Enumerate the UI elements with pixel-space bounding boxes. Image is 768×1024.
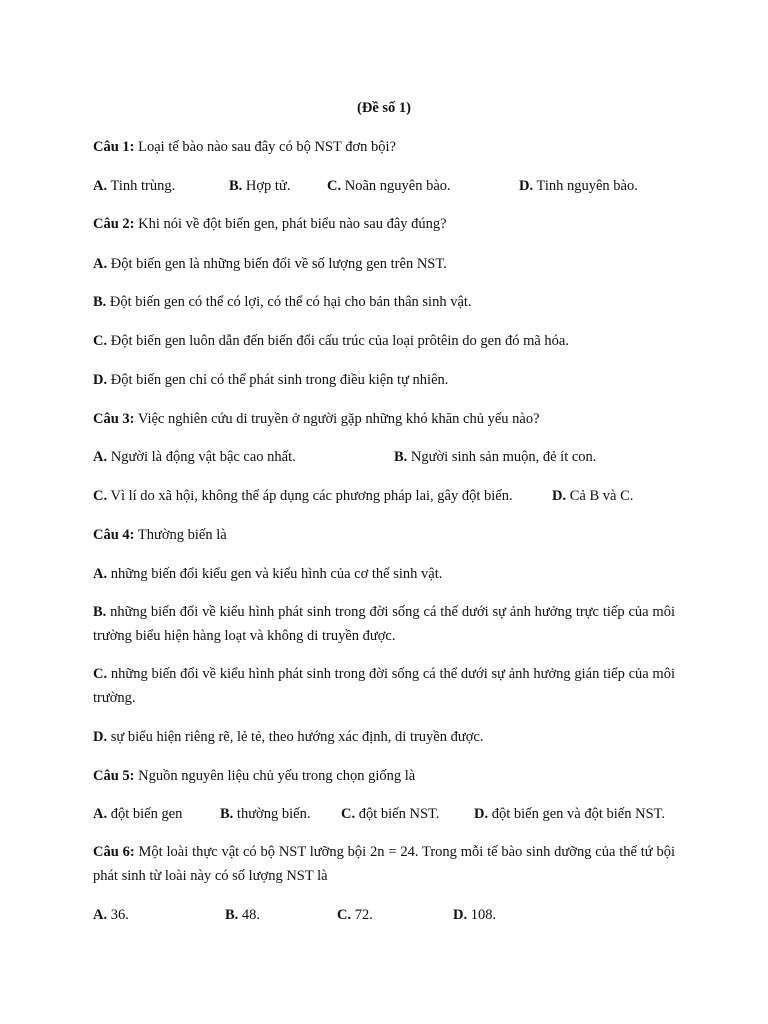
- question-text: Nguồn nguyên liệu chủ yếu trong chọn giống là: [134, 768, 416, 784]
- question-text: Khi nói về đột biến gen, phát biểu nào sau đây đúng?: [134, 216, 447, 232]
- question-5: [93, 767, 675, 785]
- exam-title: (Đề số 1): [357, 100, 411, 116]
- question-label: Câu 4:: [93, 527, 135, 543]
- q5-option-b: B. thường biến.: [220, 806, 311, 822]
- question-1: [93, 138, 675, 156]
- question-4: [93, 526, 675, 544]
- question-text: Một loài thực vật có bộ NST lưỡng bội 2n = 24. Trong mỗi tế bào sinh dưỡng của thể tứ bội phát sinh từ loài này có số lượng NST là: [93, 844, 675, 884]
- q4-option-d: D. sự biểu hiện riêng rẽ, lẻ tẻ, theo hướng xác định, di truyền được.: [93, 729, 484, 745]
- q2-option-d: D. Đột biến gen chỉ có thể phát sinh trong điều kiện tự nhiên.: [93, 372, 449, 388]
- question-3: [93, 410, 675, 428]
- q4-option-b: B. những biến đổi về kiểu hình phát sinh trong đời sống cá thể dưới sự ảnh hưởng trực tiếp của môi trường biểu hiện hàng loạt và không di truyền được.: [93, 604, 675, 644]
- q4-option-c: C. những biến đổi về kiểu hình phát sinh trong đời sống cá thể dưới sự ảnh hưởng gián tiếp của môi trường.: [93, 666, 675, 706]
- q4-option-a: A. những biến đổi kiểu gen và kiểu hình của cơ thể sinh vật.: [93, 566, 443, 582]
- question-6: [93, 840, 675, 888]
- q2-option-c: C. Đột biến gen luôn dẫn đến biến đổi cấu trúc của loại prôtêin do gen đó mã hóa.: [93, 333, 569, 349]
- q5-option-d: D. đột biến gen và đột biến NST.: [474, 806, 666, 822]
- q6-option-c: C. 72.: [337, 907, 373, 923]
- q5-option-a: A. đột biến gen: [93, 806, 183, 822]
- question-text: Thường biến là: [134, 527, 227, 543]
- q3-option-b: B. Người sinh sản muộn, đẻ ít con.: [394, 449, 597, 465]
- question-label: Câu 6:: [93, 844, 135, 860]
- q6-option-b: B. 48.: [225, 907, 261, 923]
- q3-option-a: A. Người là động vật bậc cao nhất.: [93, 449, 296, 465]
- q3-option-d: D. Cả B và C.: [552, 488, 634, 504]
- question-text: Loại tế bào nào sau đây có bộ NST đơn bội?: [134, 139, 396, 155]
- question-label: Câu 5:: [93, 768, 135, 784]
- question-label: Câu 1:: [93, 139, 135, 155]
- question-text: Việc nghiên cứu di truyền ở người gặp những khó khăn chủ yếu nào?: [134, 411, 540, 427]
- question-2: [93, 215, 675, 233]
- q1-option-c: C. Noãn nguyên bào.: [327, 178, 451, 194]
- q2-option-a: A. Đột biến gen là những biến đổi về số lượng gen trên NST.: [93, 256, 447, 272]
- question-label: Câu 3:: [93, 411, 135, 427]
- q3-option-c: C. Vì lí do xã hội, không thể áp dụng các phương pháp lai, gây đột biến.: [93, 488, 513, 504]
- q5-option-c: C. đột biến NST.: [341, 806, 440, 822]
- q1-option-d: D. Tinh nguyên bào.: [519, 178, 638, 194]
- q2-option-b: B. Đột biến gen có thể có lợi, có thể có hại cho bản thân sinh vật.: [93, 294, 472, 310]
- question-label: Câu 2:: [93, 216, 135, 232]
- q1-option-a: A. Tinh trùng.: [93, 178, 176, 194]
- q6-option-d: D. 108.: [453, 907, 497, 923]
- q6-option-a: A. 36.: [93, 907, 129, 923]
- q1-option-b: B. Hợp tử.: [229, 178, 291, 194]
